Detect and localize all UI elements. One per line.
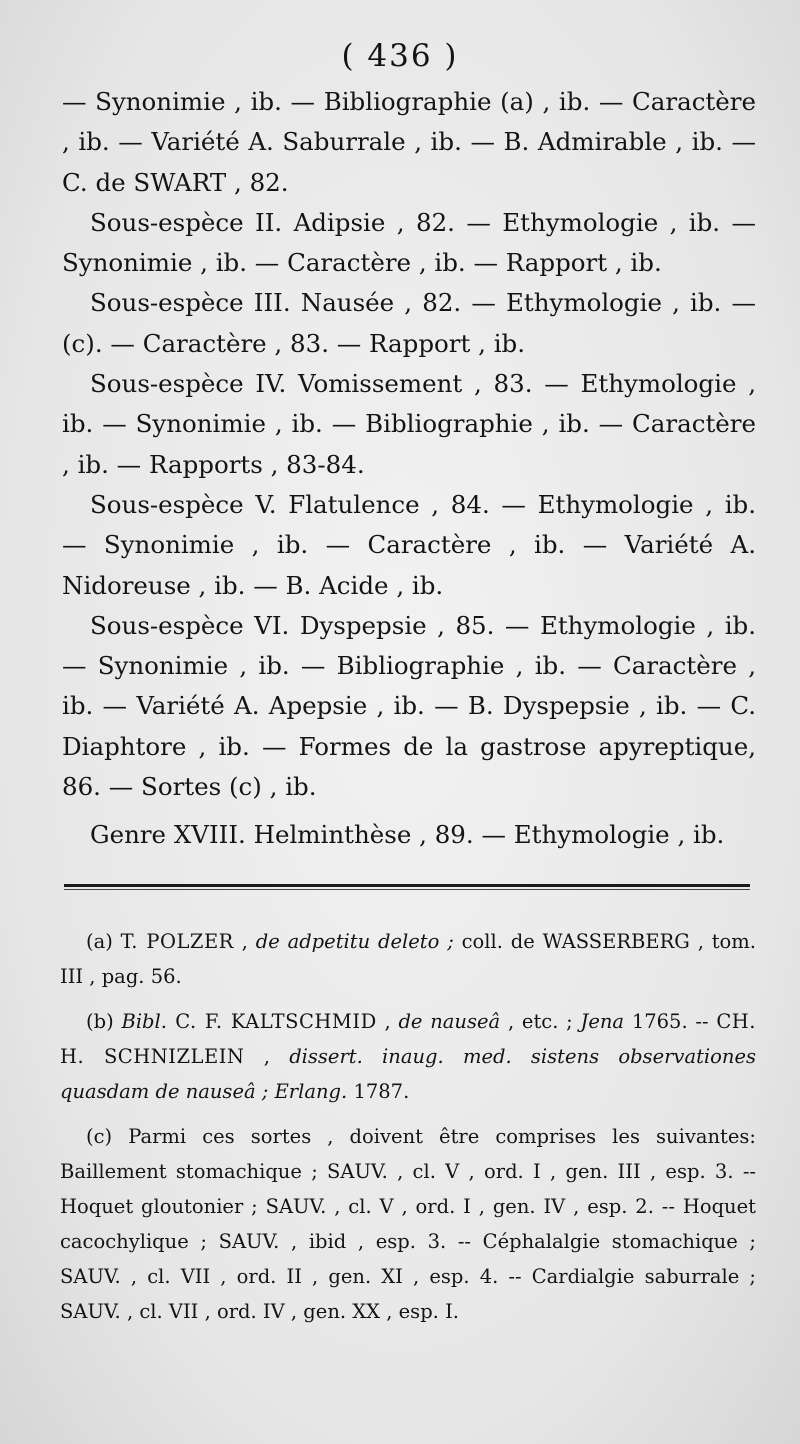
paragraph-adipsie: Sous-espèce II. Adipsie , 82. — Ethymologie , ib. — Synonimie , ib. — Caractère , ib. — Rapport , ib. (62, 207, 756, 278)
footnote-b (60, 1004, 756, 1109)
footnote-year: 1765. -- (624, 1010, 717, 1033)
main-text (62, 82, 756, 856)
paragraph-vomissement: Sous-espèce IV. Vomissement , 83. — Ethymologie , ib. — Synonimie , ib. — Bibliographie , ib. — Caractère , ib. — Rapports , 83-84. (62, 369, 756, 479)
footnote-rule (64, 884, 750, 890)
footnote-author: C. F. KALTSCHMID (166, 1010, 377, 1033)
footnote-title: de nauseâ (398, 1010, 501, 1033)
footnote-marker: (a) (86, 930, 113, 953)
paragraph-flatulence: Sous-espèce V. Flatulence , 84. — Ethymologie , ib. — Synonimie , ib. — Caractère , ib. — Variété A. Nidoreuse , ib. — B. Acide , ib. (62, 489, 756, 600)
paragraph-synonimie: — Synonimie , ib. — Bibliographie (a) , ib. — Caractère , ib. — Variété A. Saburrale , ib. — B. Admirable , ib. — C. de SWART , 82. (62, 87, 756, 197)
footnote-c: (c) Parmi ces sortes , doivent être comprises les suivantes: Baillement stomachique ; SAUV. , cl. V , ord. I , gen. III , esp. 3. -- Hoquet gloutonier ; SAUV. , cl. V , ord. I , gen. IV , esp. 2. -- Hoquet cacochylique ; SAUV. , ibid , esp. 3. -- Céphalalgie stomachique ; SAUV. , cl. VII , ord. II , gen. XI , esp. 4. -- Cardialgie saburrale ; SAUV. , cl. VII , ord. IV , gen. XX , esp. I. (60, 1125, 756, 1323)
footnotes (60, 924, 756, 1329)
footnote-separator: , (376, 1010, 399, 1033)
footnote-title: de adpetitu deleto ; (255, 930, 454, 953)
page-number: ( 436 ) (341, 38, 459, 74)
footnote-bibl: Bibl. (121, 1010, 167, 1033)
footnote-place: Jena (580, 1010, 625, 1033)
footnote-marker: (b) (86, 1010, 114, 1033)
footnote-rest: coll. de WASSERBERG , tom. III , pag. 56. (60, 930, 756, 988)
footnote-author: CH. H. SCHNIZLEIN (60, 1010, 756, 1068)
footnote-a (60, 924, 756, 994)
footnote-title: dissert. inaug. med. sistens observationes quasdam de nauseâ ; Erlang. (60, 1045, 756, 1103)
footnote-year: 1787. (347, 1080, 410, 1103)
footnote-author: T. POLZER (120, 930, 234, 953)
paragraph-helminthese: Genre XVIII. Helminthèse , 89. — Ethymologie , ib. (90, 820, 725, 850)
footnote-etc: , etc. ; (500, 1010, 581, 1033)
paragraph-nausee: Sous-espèce III. Nausée , 82. — Ethymologie , ib. — (c). — Caractère , 83. — Rapport , ib. (62, 288, 756, 358)
paragraph-dyspepsie: Sous-espèce VI. Dyspepsie , 85. — Ethymologie , ib. — Synonimie , ib. — Bibliographie , ib. — Caractère , ib. — Variété A. Apepsie , ib. — B. Dyspepsie , ib. — C. Diaphtore , ib. — Formes de la gastrose apyreptique, 86. — Sortes (c) , ib. (62, 610, 756, 802)
footnote-separator: , (233, 930, 256, 953)
footnote-separator: , (244, 1045, 290, 1068)
